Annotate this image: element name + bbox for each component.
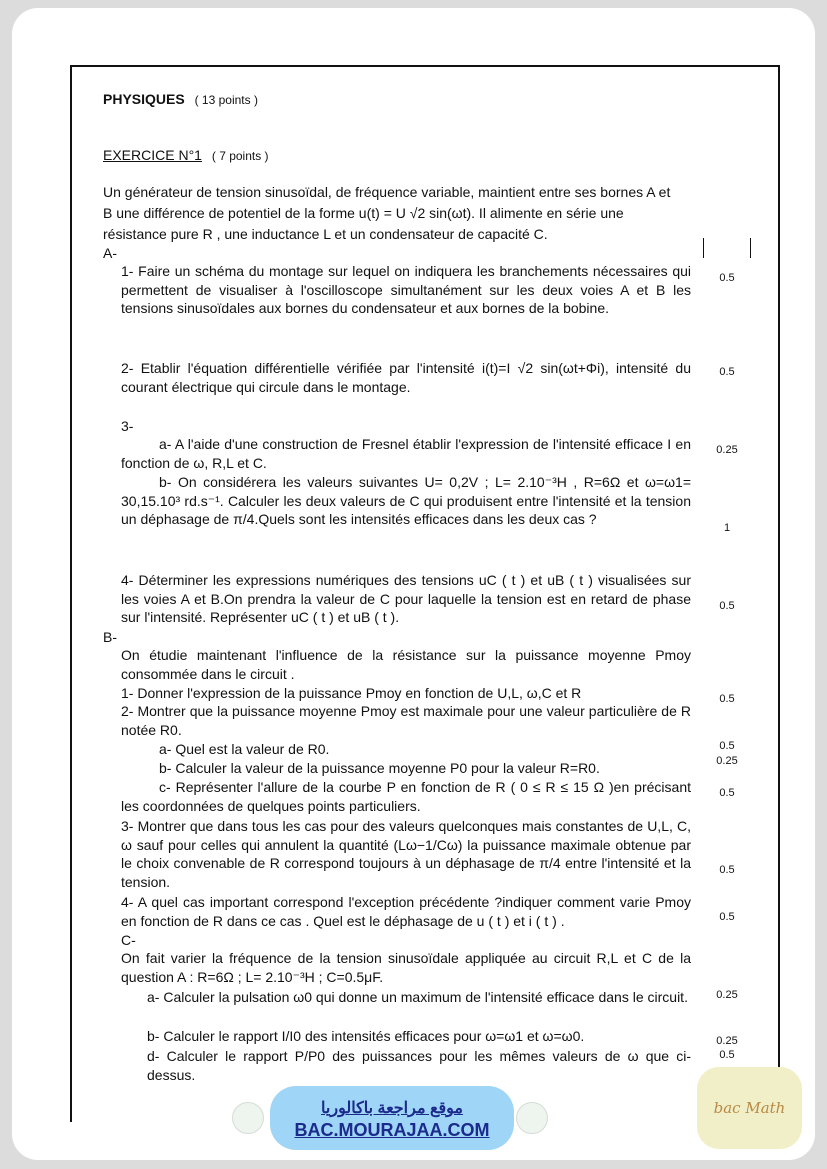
question-b4: 4- A quel cas important correspond l'exception précédente ?indiquer comment varie Pmoy en fonction de R dans ce cas . Quel est le déphasage de u ( t ) et i ( t ) . [121,894,691,929]
part-b-intro: On étudie maintenant l'influence de la résistance sur la puissance moyenne Pmoy consommée dans le circuit . [121,647,691,682]
question-a1: 1- Faire un schéma du montage sur lequel on indiquera les branchements nécessaires qui permettent de visualiser à l'oscilloscope simultanément sur les deux voies A et B les tensions sinusoïdales aux bornes du condensateur et aux bornes de la bobine. [121,263,691,316]
points-a2: 0.5 [719,366,735,378]
question-ca: a- Calculer la pulsation ω0 qui donne un maximum de l'intensité efficace dans le circuit. [147,989,688,1005]
question-a3-label: 3- [121,418,134,434]
points-a3b: 1 [723,522,731,534]
intro-line-3: résistance pure R , une inductance L et un condensateur de capacité C. [103,226,548,242]
intro-line-2: B une différence de potentiel de la forme u(t) = U √2 sin(ωt). Il alimente en série une [103,205,624,221]
question-a3a: a- A l'aide d'une construction de Fresnel établir l'expression de l'intensité efficace I en fonction de ω, R,L et C. [121,436,691,471]
part-a-label: A- [103,245,117,261]
question-b2: 2- Montrer que la puissance moyenne Pmoy est maximale pour une valeur particulière de R notée R0. [121,703,691,738]
points-b4: 0.5 [719,911,735,923]
question-a2: 2- Etablir l'équation différentielle vérifiée par l'intensité i(t)=I √2 sin(ωt+Φi), intensité du courant électrique qui circule dans le montage. [121,360,691,395]
points-a3a: 0.25 [716,444,738,456]
points-cd: 0.5 [719,1049,735,1061]
points-b2a: 0.5 [719,740,735,752]
question-a4: 4- Déterminer les expressions numériques des tensions uC ( t ) et uB ( t ) visualisées sur les voies A et B.On prendra la valeur de C pour laquelle la tension est en retard de phase sur l'intensité. Représenter uC ( t ) et uB ( t ). [121,572,691,625]
points-cb: 0.25 [716,1035,738,1047]
site-url[interactable]: BAC.MOURAJAA.COM [294,1120,490,1140]
site-logo-left-icon [232,1102,264,1134]
part-c-label: C- [121,932,136,948]
question-b3: 3- Montrer que dans tous les cas pour des valeurs quelconques mais constantes de U,L, C, ω sauf pour celles qui annulent la quantité (Lω−1/Cω) la puissance maximale obtenue par le choix convenable de R correspond toujours à un déphasage de π/4 entre l'intensité et la tension. [121,818,691,890]
points-b1: 0.5 [719,693,735,705]
question-b2b: b- Calculer la valeur de la puissance moyenne P0 pour la valeur R=R0. [159,760,600,776]
points-a1: 0.5 [719,272,735,284]
site-banner[interactable] [270,1086,514,1150]
question-cb: b- Calculer le rapport I/I0 des intensités efficaces pour ω=ω1 et ω=ω0. [147,1028,585,1044]
question-cd: d- Calculer le rapport P/P0 des puissances pour les mêmes valeurs de ω que ci- dessus. [147,1048,691,1083]
question-b2a: a- Quel est la valeur de R0. [159,741,330,757]
site-logo-right-icon [516,1102,548,1134]
points-column-left [703,238,704,258]
question-b1: 1- Donner l'expression de la puissance Pmoy en fonction de U,L, ω,C et R [121,685,582,701]
points-b2b: 0.25 [716,755,738,767]
site-name-arabic: موقع مراجعة باكالوريا [321,1100,463,1117]
part-b-label: B- [103,629,117,645]
points-b2c: 0.5 [719,787,735,799]
part-c-intro: On fait varier la fréquence de la tension sinusoïdale appliquée au circuit R,L et C de la question A : R=6Ω ; L= 2.10⁻³H ; C=0.5μF. [121,950,691,985]
exercise-title: EXERCICE N°1 ( 7 points ) [103,147,269,163]
points-column-right [750,238,751,258]
question-a3b: b- On considérera les valeurs suivantes U= 0,2V ; L= 2.10⁻³H , R=6Ω et ω=ω1= 30,15.10³ rd.s⁻¹. Calculer les deux valeurs de C qui produisent entre l'intensité et la tension un déphasage de π/4.Quels sont les intensités efficaces dans les deux cas ? [121,474,691,527]
points-a4: 0.5 [719,600,735,612]
section-title: PHYSIQUES ( 13 points ) [103,91,258,107]
points-ca: 0.25 [716,989,738,1001]
intro-line-1: Un générateur de tension sinusoïdal, de fréquence variable, maintient entre ses bornes A et [103,184,671,200]
points-b3: 0.5 [719,864,735,876]
question-b2c: c- Représenter l'allure de la courbe P en fonction de R ( 0 ≤ R ≤ 15 Ω )en précisant les coordonnées de quelques points particuliers. [121,779,691,814]
bac-math-badge: bac Math [697,1067,802,1149]
